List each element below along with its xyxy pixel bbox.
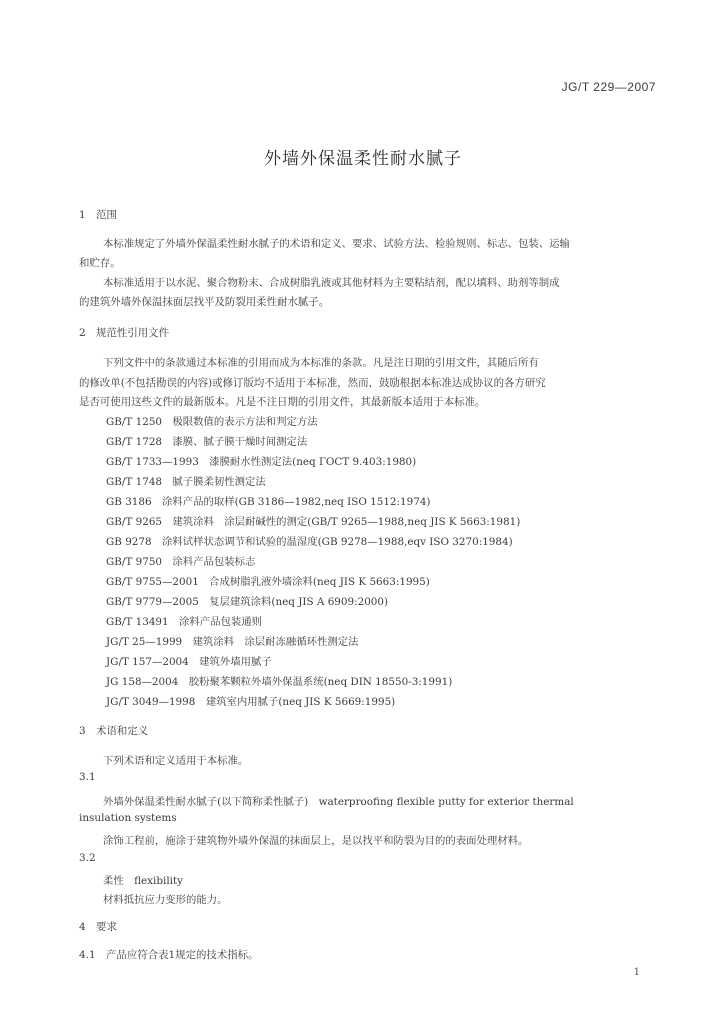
reference-item: JG 158—2004 胶粉聚苯颗粒外墙外保温系统(neq DIN 18550-3:1991) xyxy=(106,676,453,688)
page-title: 外墙外保温柔性耐水腻子 xyxy=(264,149,462,169)
reference-item: GB/T 13491 涂料产品包装通则 xyxy=(106,616,263,628)
reference-item: GB/T 1728 漆膜、腻子膜干燥时间测定法 xyxy=(106,436,308,448)
definition-line: 材料抵抗应力变形的能力。 xyxy=(103,894,228,906)
section-heading-terms: 3 术语和定义 xyxy=(79,725,149,737)
reference-item: JG/T 3049—1998 建筑室内用腻子(neq JIS K 5669:1995) xyxy=(106,696,396,708)
term-line: 外墙外保温柔性耐水腻子(以下简称柔性腻子) waterproofing flexible putty for exterior thermal xyxy=(103,796,574,808)
section-heading-normative-references: 2 规范性引用文件 xyxy=(79,327,170,339)
reference-item: GB/T 1733—1993 漆膜耐水性测定法(neq ГОСТ 9.403:1980) xyxy=(106,456,417,468)
paragraph-line: 和贮存。 xyxy=(79,257,121,269)
reference-item: JG/T 157—2004 建筑外墙用腻子 xyxy=(106,656,272,668)
reference-item: GB/T 1250 极限数值的表示方法和判定方法 xyxy=(106,416,318,428)
clause-number: 3.2 xyxy=(79,852,96,864)
reference-item: GB/T 1748 腻子膜柔韧性测定法 xyxy=(106,476,266,488)
section-heading-scope: 1 范围 xyxy=(79,209,117,221)
paragraph-line: 下列术语和定义适用于本标准。 xyxy=(103,755,249,767)
reference-item: GB/T 9750 涂料产品包装标志 xyxy=(106,556,256,568)
reference-item: GB/T 9265 建筑涂料 涂层耐碱性的测定(GB/T 9265—1988,neq JIS K 5663:1981) xyxy=(106,516,521,528)
paragraph-line: 的建筑外墙外保温抹面层找平及防裂用柔性耐水腻子。 xyxy=(79,296,330,308)
clause-line: 4.1 产品应符合表1规定的技术指标。 xyxy=(79,949,259,961)
paragraph-line: 的修改单(不包括勘误的内容)或修订版均不适用于本标准，然而，鼓励根据本标准达成协议的各方研究 xyxy=(79,377,546,389)
page-number: 1 xyxy=(633,967,640,978)
reference-item: GB/T 9755—2001 合成树脂乳液外墙涂料(neq JIS K 5663:1995) xyxy=(106,576,430,588)
paragraph-line: 本标准规定了外墙外保温柔性耐水腻子的术语和定义、要求、试验方法、检验规则、标志、包装、运输 xyxy=(103,238,570,250)
definition-line: 涂饰工程前，施涂于建筑物外墙外保温的抹面层上，是以找平和防裂为目的的表面处理材料。 xyxy=(103,835,529,847)
section-heading-requirements: 4 要求 xyxy=(79,921,117,933)
reference-item: JG/T 25—1999 建筑涂料 涂层耐冻融循环性测定法 xyxy=(106,636,359,648)
term-line: insulation systems xyxy=(79,812,177,824)
paragraph-line: 下列文件中的条款通过本标准的引用而成为本标准的条款。凡是注日期的引用文件，其随后所有 xyxy=(103,357,539,369)
reference-item: GB 9278 涂料试样状态调节和试验的温湿度(GB 9278—1988,eqv ISO 3270:1984) xyxy=(106,536,513,548)
term-line: 柔性 flexibility xyxy=(103,875,183,887)
standard-number: JG/T 229—2007 xyxy=(561,80,656,94)
clause-number: 3.1 xyxy=(79,771,96,783)
paragraph-line: 本标准适用于以水泥、聚合物粉末、合成树脂乳液或其他材料为主要粘结剂，配以填料、助剂等制成 xyxy=(103,277,560,289)
reference-item: GB 3186 涂料产品的取样(GB 3186—1982,neq ISO 1512:1974) xyxy=(106,496,431,508)
reference-item: GB/T 9779—2005 复层建筑涂料(neq JIS A 6909:2000) xyxy=(106,596,389,608)
paragraph-line: 是否可使用这些文件的最新版本。凡是不注日期的引用文件，其最新版本适用于本标准。 xyxy=(79,396,486,408)
